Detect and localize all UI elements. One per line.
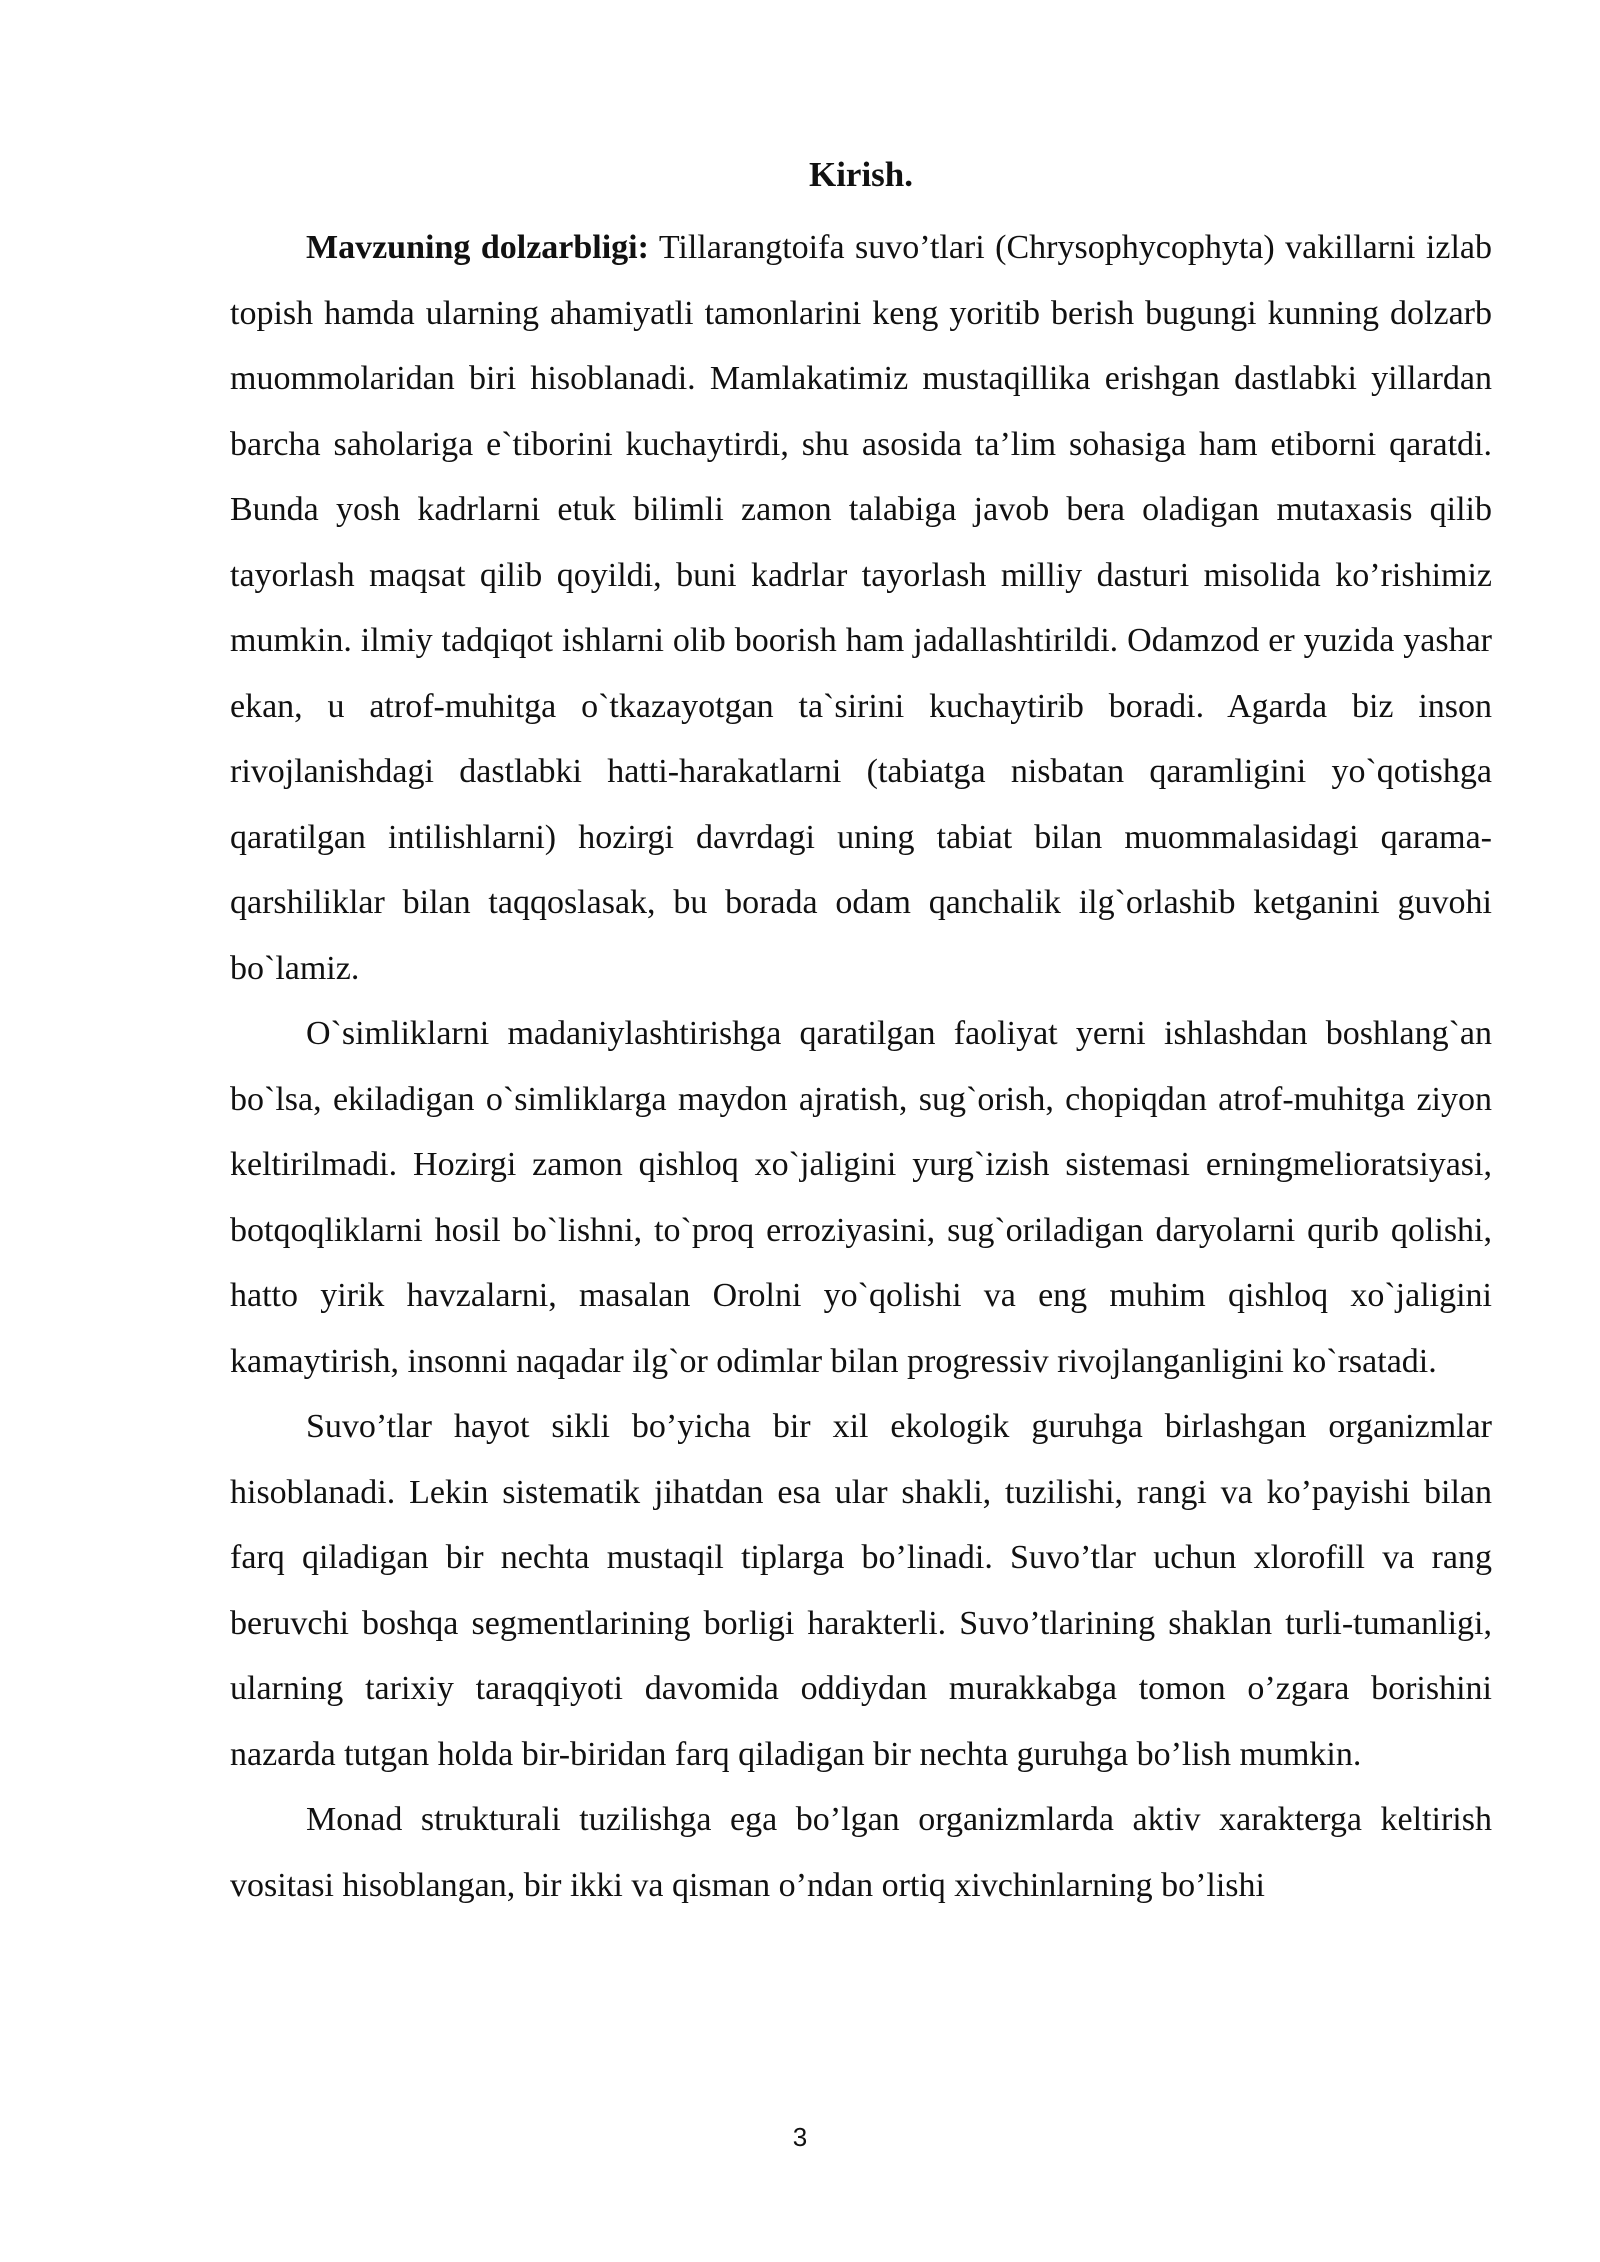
body-paragraph-2: Suvo’tlar hayot sikli bo’yicha bir xil ekologik guruhga birlashgan organizmlar hisoblanadi. Lekin sistematik jihatdan esa ular shakli, tuzilishi, rangi va ko’payishi bilan farq qiladigan bir nechta mustaqil tiplarga bo’linadi. Suvo’tlar uchun xlorofill va rang beruvchi boshqa segmentlarining borligi harakterli. Suvo’tlarining shaklan turli-tumanligi, ularning tarixiy taraqqiyoti davomida oddiydan murakkabga tomon o’zgara borishini nazarda tutgan holda bir-biridan farq qiladigan bir nechta guruhga bo’lish mumkin.	[230, 1408, 1492, 1773]
body-paragraph-3: Monad strukturali tuzilishga ega bo’lgan organizmlarda aktiv xarakterga keltirish vositasi hisoblangan, bir ikki va qisman o’ndan ortiq xivchinlarning bo’lishi	[230, 1801, 1492, 1904]
document-page	[230, 150, 1492, 1918]
intro-lead: Mavzuning dolzarbligi:	[306, 229, 649, 266]
intro-text: Tillarangtoifa suvo’tlari (Chrysophycophyta) vakillarni izlab topish hamda ularning ahamiyatli tamonlarini keng yoritib berish bugungi kunning dolzarb muommolaridan biri hisoblanadi. Mamlakatimiz mustaqillika erishgan dastlabki yillardan barcha saholariga e`tiborini kuchaytirdi, shu asosida ta’lim sohasiga ham etiborni qaratdi. Bunda yosh kadrlarni etuk bilimli zamon talabiga javob bera oladigan mutaxasis qilib tayorlash maqsat qilib qoyildi, buni kadrlar tayorlash milliy dasturi misolida ko’rishimiz mumkin. ilmiy tadqiqot ishlarni olib boorish ham jadallashtirildi. Odamzod er yuzida yashar ekan, u atrof-muhitga o`tkazayotgan ta`sirini kuchaytirib boradi. Agarda biz inson rivojlanishdagi dastlabki hatti-harakatlarni (tabiatga nisbatan qaramligini yo`qotishga qaratilgan intilishlarni) hozirgi davrdagi uning tabiat bilan muommalasidagi qarama-qarshiliklar bilan taqqoslasak, bu borada odam qanchalik ilg`orlashib ketganini guvohi bo`lamiz.	[230, 229, 1493, 987]
body-paragraph-1: O`simliklarni madaniylashtirishga qaratilgan faoliyat yerni ishlashdan boshlang`an bo`lsa, ekiladigan o`simliklarga maydon ajratish, sug`orish, chopiqdan atrof-muhitga ziyon keltirilmadi. Hozirgi zamon qishloq xo`jaligini yurg`izish sistemasi erningmelioratsiyasi, botqoqliklarni hosil bo`lishni, to`proq erroziyasini, sug`oriladigan daryolarni qurib qolishi, hatto yirik havzalarni, masalan Orolni yo`qolishi va eng muhim qishloq xo`jaligini kamaytirish, insonni naqadar ilg`or odimlar bilan progressiv rivojlanganligini ko`rsatadi.	[230, 1015, 1492, 1380]
section-title: Kirish.	[808, 155, 914, 194]
intro-paragraph	[230, 215, 1492, 1001]
page-number: 3	[792, 2122, 808, 2152]
